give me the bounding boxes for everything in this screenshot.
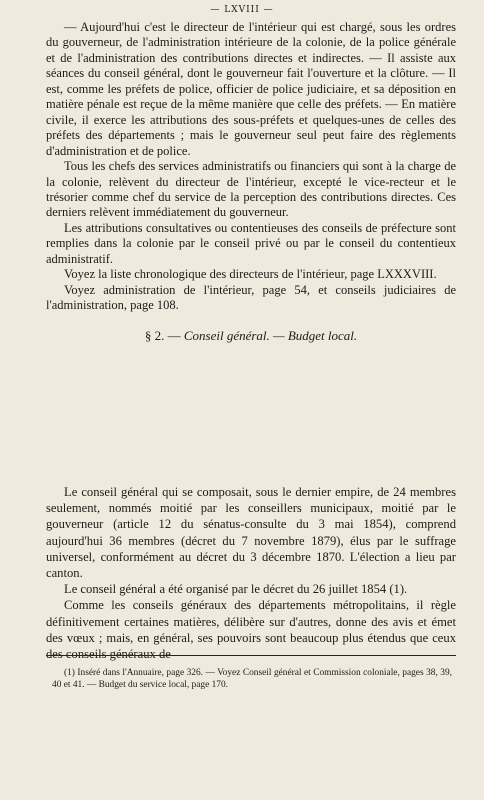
section-heading xyxy=(46,328,456,343)
paragraph: Les attributions consultatives ou contentieuses des conseils de préfecture sont remplies dans la colonie par le conseil privé ou par le conseil du contentieux administratif. xyxy=(46,220,456,266)
paragraph: Le conseil général qui se composait, sous le dernier empire, de 24 membres seulement, nommés moitié par les conseillers municipaux, moitié par le gouverneur (article 12 du sénatus-consulte du 3 mai 1854), comprend aujourd'hui 36 membres (décret du 7 novembre 1879), élus par le suffrage universel, conformément au décret du 3 décembre 1870. L'élection a lieu par canton. xyxy=(46,485,456,581)
section-number: § 2. — xyxy=(144,327,181,343)
paragraph: Tous les chefs des services administratifs ou financiers qui sont à la charge de la colonie, relèvent du directeur de l'intérieur, excepté le vice-recteur et le trésorier comme chef du service de la perception des contributions directes. Ces derniers relèvent immédiatement du gouverneur. xyxy=(46,159,456,220)
section-2-body xyxy=(46,484,456,662)
footnote-text: (1) Inséré dans l'Annuaire, page 326. — Voyez Conseil général et Commission coloniale, pages 38, 39, 40 et 41. — Budget du service local, page 170. xyxy=(52,668,452,690)
footnote-divider xyxy=(46,655,456,656)
page-number: — LXVIII — xyxy=(210,5,274,15)
paragraph: Comme les conseils généraux des départements métropolitains, il règle définitivement certaines matières, délibère sur d'autres, donne des avis et émet des vœux ; mais, en général, ses pouvoirs sont beaucoup plus étendus que ceux des conseils généraux de xyxy=(46,598,456,662)
paragraph: — Aujourd'hui c'est le directeur de l'intérieur qui est chargé, sous les ordres du gouverneur, de l'administration intérieure de la colonie, de la police générale et de l'administration des contributions directes et indirectes. — Il assiste aux séances du conseil général, dont le gouverneur fait l'ouverture et la clôture. — Il est, comme les préfets de police, officier de police judiciaire, et sa déposition en matière pénale est reçue de la même manière que celle des préfets. — En matière civile, il exerce les attributions des sous-préfets et quelques-unes de celles des préfets des départements ; mais le gouverneur seul peut faire des règlements d'administration et de police. xyxy=(46,20,456,158)
paragraph: Voyez la liste chronologique des directeurs de l'intérieur, page LXXXVIII. xyxy=(64,267,437,282)
section-1-body xyxy=(46,20,456,355)
paragraph: Le conseil général a été organisé par le décret du 26 juillet 1854 (1). xyxy=(64,582,408,597)
footnote xyxy=(52,668,452,691)
paragraph: Voyez administration de l'intérieur, page 54, et conseils judiciaires de l'administration, page 108. xyxy=(46,282,456,313)
section-title: Conseil général. — Budget local. xyxy=(183,327,358,343)
